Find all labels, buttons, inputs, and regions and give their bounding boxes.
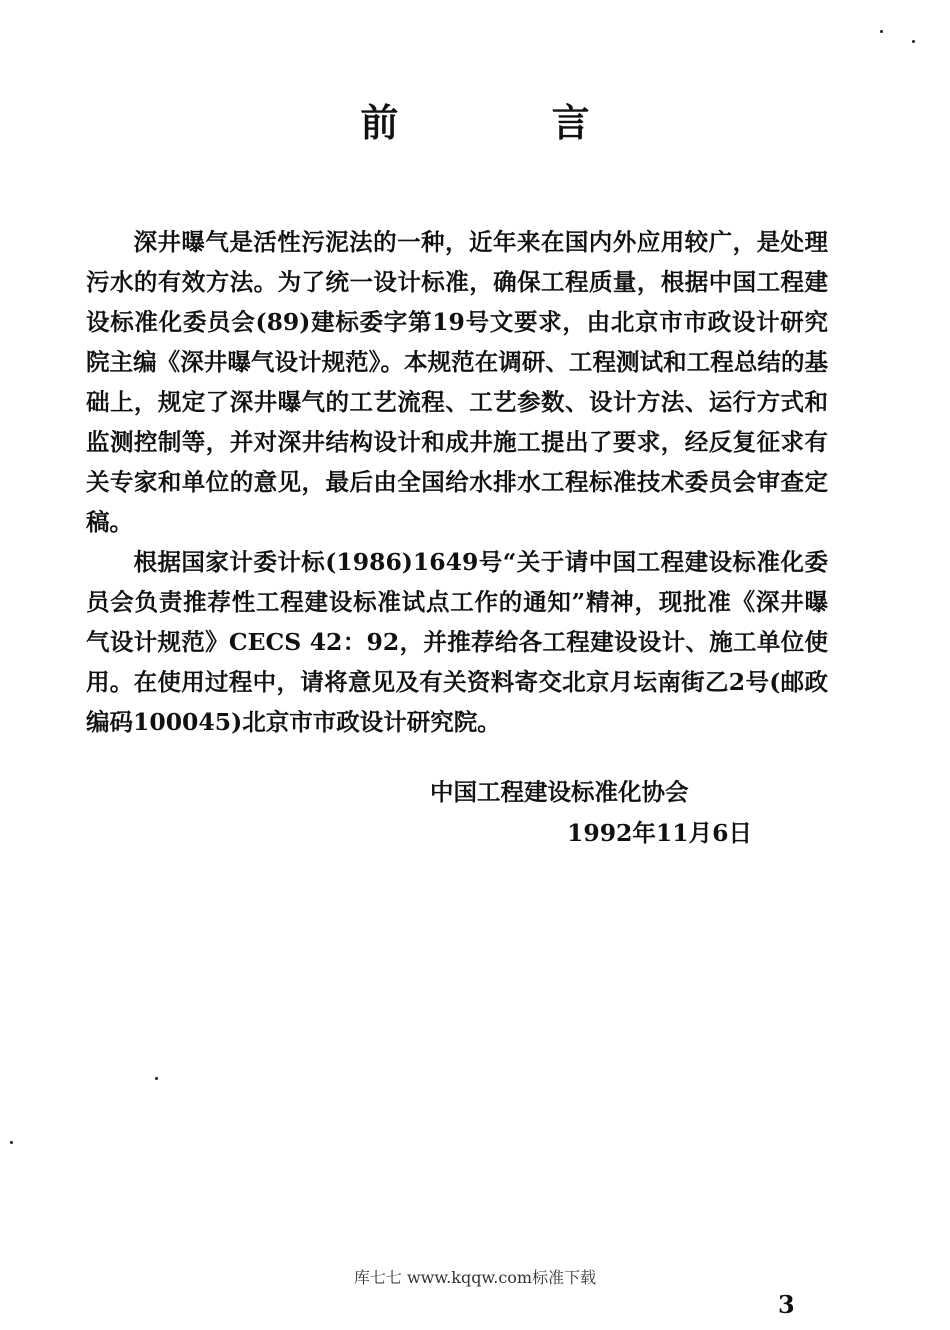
signature-date: 1992年11月6日 xyxy=(567,819,752,847)
page-title: 前 言 xyxy=(360,100,660,145)
scan-speck xyxy=(155,1077,158,1080)
paragraph-1-text: 深井曝气是活性污泥法的一种，近年来在国内外应用较广，是处理污水的有效方法。为了统一设计标准，确保工程质量，根据中国工程建设标准化委员会(89)建标委字第19号文要求，由北京市市政设计研究院主编《深井曝气设计规范》。本规范在调研、工程测试和工程总结的基础上，规定了深井曝气的工艺流程、工艺参数、设计方法、运行方式和监测控制等，并对深井结构设计和成井施工提出了要求，经反复征求有关专家和单位的意见，最后由全国给水排水工程标准技术委员会审查定稿。 xyxy=(86,228,828,536)
paragraph-2-text: 根据国家计委计标(1986)1649号“关于请中国工程建设标准化委员会负责推荐性工程建设标准试点工作的通知”精神，现批准《深井曝气设计规范》CECS 42：92，并推荐给各工程建设设计、施工单位使用。在使用过程中，请将意见及有关资料寄交北京月坛南街乙2号(邮政编码100045)北京市市政设计研究院。 xyxy=(86,548,828,736)
page-number: 3 xyxy=(778,1290,795,1319)
scan-speck xyxy=(880,30,883,33)
scan-speck xyxy=(10,1141,13,1144)
preface-paragraph-2 xyxy=(86,542,828,742)
signature-organization: 中国工程建设标准化协会 xyxy=(430,778,689,806)
footer-watermark: 库七七 www.kqqw.com标准下载 xyxy=(353,1268,597,1287)
preface-paragraph-1 xyxy=(86,222,828,542)
scan-speck xyxy=(912,40,915,43)
